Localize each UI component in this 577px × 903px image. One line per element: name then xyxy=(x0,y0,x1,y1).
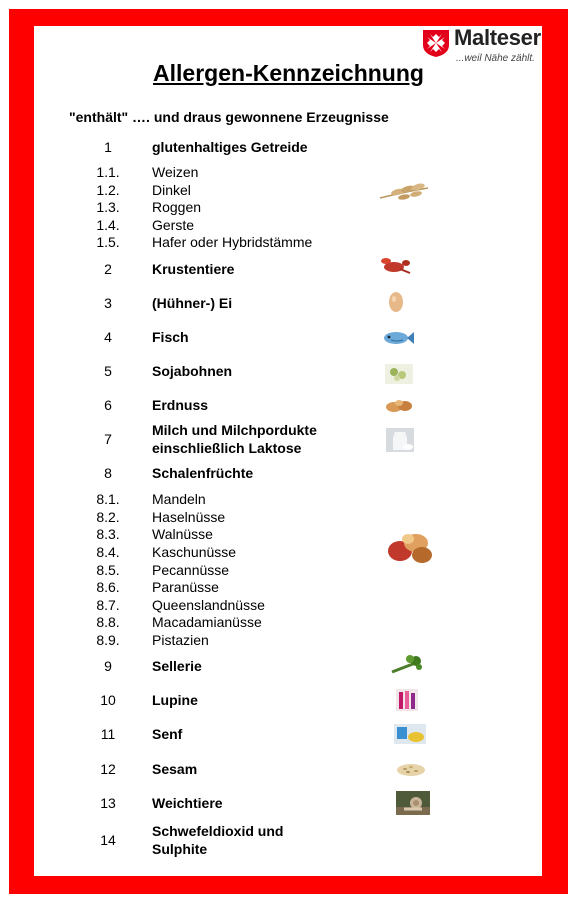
allergen-number: 9 xyxy=(104,658,112,674)
allergen-number: 14 xyxy=(100,832,116,848)
allergen-name: Krustentiere xyxy=(152,261,235,277)
sub-name: Kaschunüsse xyxy=(152,544,237,560)
sub-number: 8.2. xyxy=(96,509,120,525)
maltese-cross-icon xyxy=(422,28,450,58)
allergen-name: Schalenfrüchte xyxy=(152,465,254,481)
sesame-icon xyxy=(395,760,427,778)
sub-number: 8.8. xyxy=(96,614,120,630)
allergen-name: Erdnuss xyxy=(152,397,209,413)
allergen-number: 12 xyxy=(100,761,116,777)
sub-number: 8.5. xyxy=(96,562,120,578)
allergen-number: 10 xyxy=(100,692,116,708)
allergen-number: 11 xyxy=(100,726,116,742)
sub-name: Pistazien xyxy=(152,632,209,648)
sub-name: Macadamianüsse xyxy=(152,614,262,630)
allergen-name: Schwefeldioxid und xyxy=(152,823,284,839)
sub-name: Haselnüsse xyxy=(152,509,226,525)
snail-icon xyxy=(396,791,430,815)
allergen-name: Fisch xyxy=(152,329,189,345)
sub-number: 8.4. xyxy=(96,544,120,560)
allergen-name: Lupine xyxy=(152,692,198,708)
sub-number: 1.1. xyxy=(96,164,120,180)
logo-tagline: ...weil Nähe zählt. xyxy=(456,53,535,64)
allergen-number: 1 xyxy=(104,139,112,155)
sub-name: Queenslandnüsse xyxy=(152,597,265,613)
sub-number: 1.2. xyxy=(96,182,120,198)
allergen-name: Sojabohnen xyxy=(152,363,233,379)
allergen-number: 6 xyxy=(104,397,112,413)
fish-icon xyxy=(381,328,415,348)
allergen-name: Sesam xyxy=(152,761,198,777)
lobster-icon xyxy=(380,255,412,277)
milk-icon xyxy=(386,428,414,452)
wheat-icon xyxy=(378,176,430,206)
allergen-number: 7 xyxy=(104,431,112,447)
sub-name: Dinkel xyxy=(152,182,191,198)
sub-name: Pecannüsse xyxy=(152,562,230,578)
sub-name: Roggen xyxy=(152,199,202,215)
allergen-name: Weichtiere xyxy=(152,795,223,811)
allergen-number: 3 xyxy=(104,295,112,311)
sub-number: 8.1. xyxy=(96,491,120,507)
sub-number: 8.9. xyxy=(96,632,120,648)
sub-name: Weizen xyxy=(152,164,199,180)
sub-name: Walnüsse xyxy=(152,526,213,542)
sub-name: Hafer oder Hybridstämme xyxy=(152,234,313,250)
sub-name: Mandeln xyxy=(152,491,206,507)
allergen-number: 4 xyxy=(104,329,112,345)
allergen-name: Senf xyxy=(152,726,183,742)
allergen-number: 2 xyxy=(104,261,112,277)
sub-number: 8.3. xyxy=(96,526,120,542)
mustard-icon xyxy=(394,724,426,744)
soybean-icon xyxy=(385,364,413,384)
sub-name: Paranüsse xyxy=(152,579,219,595)
lupine-icon xyxy=(396,689,418,711)
allergen-number: 5 xyxy=(104,363,112,379)
allergen-name: (Hühner-) Ei xyxy=(152,295,233,311)
sub-number: 1.3. xyxy=(96,199,120,215)
allergen-name: Milch und Milchpordukte xyxy=(152,422,317,438)
page-title: Allergen-Kennzeichnung xyxy=(153,60,424,86)
allergen-name-line2: Sulphite xyxy=(152,841,208,857)
nuts-icon xyxy=(386,527,434,567)
sub-number: 8.6. xyxy=(96,579,120,595)
logo-name: Malteser xyxy=(454,25,541,50)
allergen-name: glutenhaltiges Getreide xyxy=(152,139,308,155)
sub-number: 1.5. xyxy=(96,234,120,250)
allergen-number: 8 xyxy=(104,465,112,481)
egg-icon xyxy=(388,290,404,314)
page-subtitle: "enthält" …. und draus gewonnene Erzeugnisse xyxy=(69,109,389,125)
celery-icon xyxy=(388,654,424,676)
allergen-name-line2: einschließlich Laktose xyxy=(152,440,302,456)
allergen-name: Sellerie xyxy=(152,658,202,674)
sub-number: 1.4. xyxy=(96,217,120,233)
sub-name: Gerste xyxy=(152,217,195,233)
peanut-icon xyxy=(384,397,414,415)
allergen-number: 13 xyxy=(100,795,116,811)
sub-number: 8.7. xyxy=(96,597,120,613)
